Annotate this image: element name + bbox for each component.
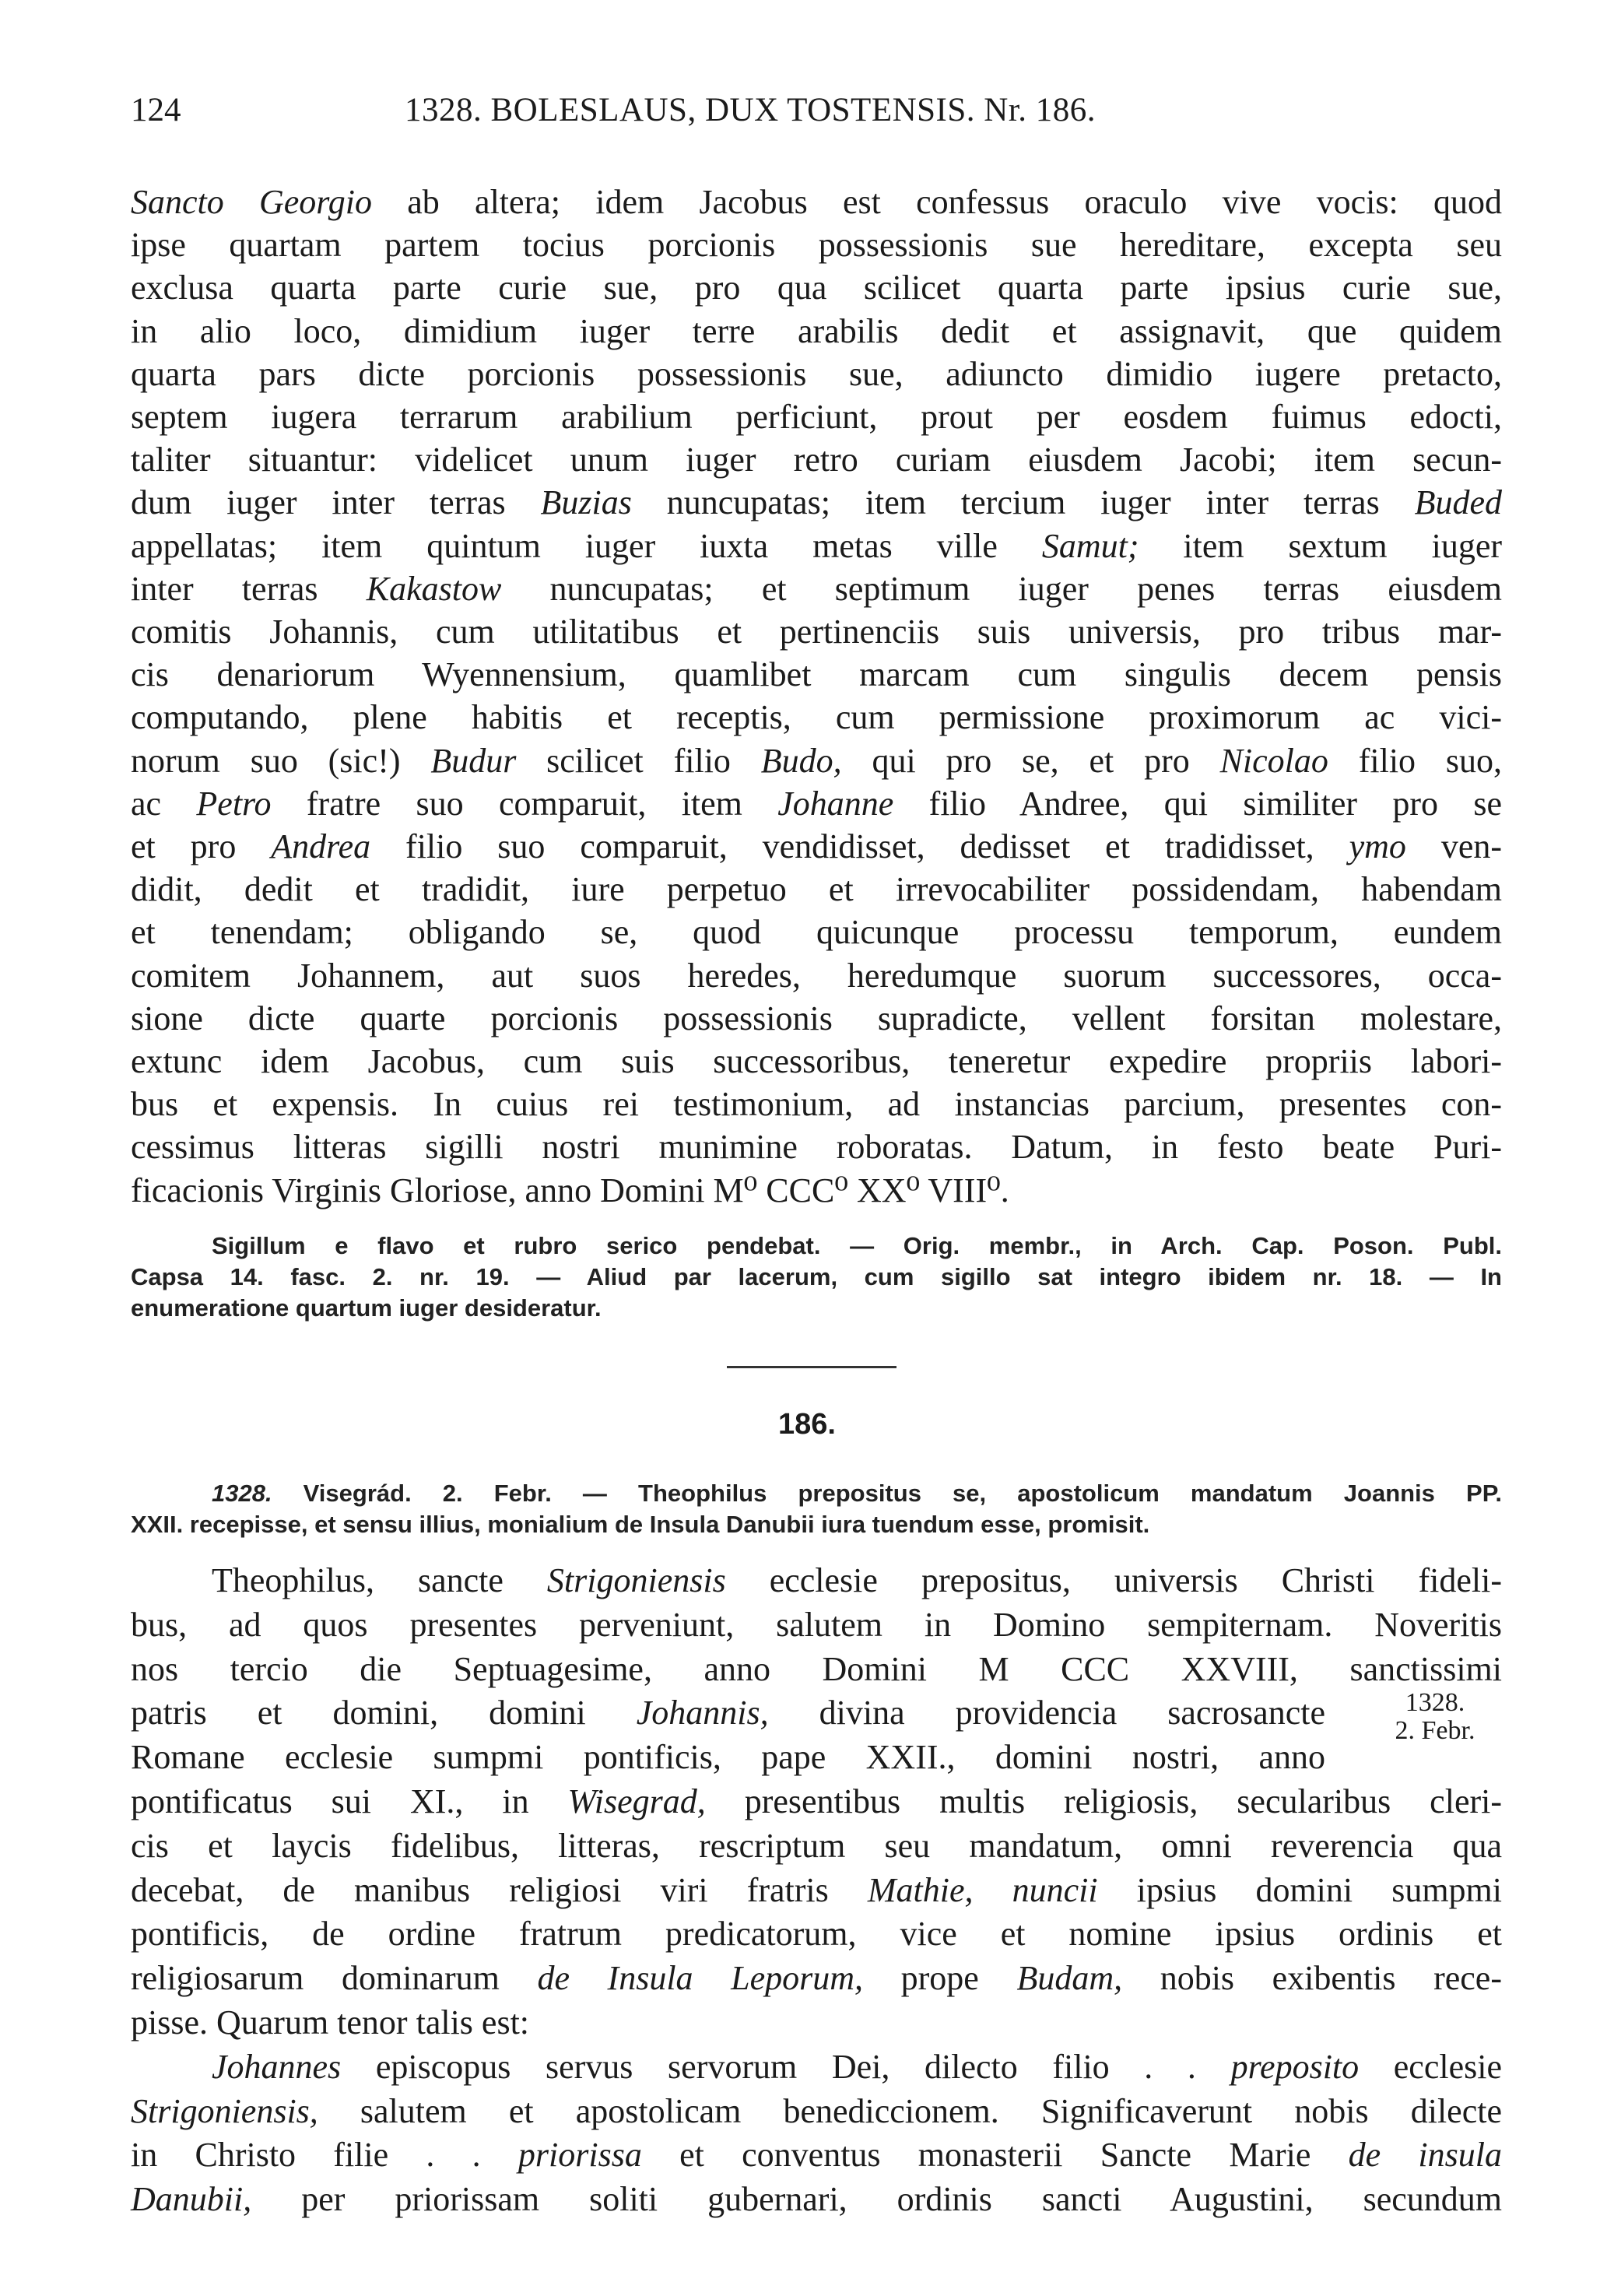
note-line: Sigillum e flavo et rubro serico pendebat. — Orig. membr., in Arch. Cap. Poson. Publ. (212, 1232, 1502, 1259)
text-segment: exclusa quarta parte curie sue, pro qua scilicet quarta parte ipsius curie sue, (131, 269, 1502, 307)
text-segment: in alio loco, dimidium iuger terre arabilis dedit et assignavit, que quidem (131, 311, 1502, 350)
text-line (131, 739, 1502, 782)
italic-segment: Petro (196, 784, 272, 823)
italic-segment: Johannes (212, 2047, 342, 2086)
text-segment: cessimus litteras sigilli nostri munimine roboratas. Datum, in festo beate Puri- (131, 1128, 1502, 1167)
text-line (131, 2178, 1502, 2221)
text-segment: qui pro se, et pro (841, 741, 1220, 780)
text-segment: ac (131, 784, 197, 823)
text-line (131, 610, 1502, 653)
text-segment: scilicet filio (516, 741, 761, 780)
text-segment: divina providencia sacrosancte (768, 1694, 1325, 1733)
text-segment: et conventus monasterii Sancte Marie (641, 2136, 1349, 2175)
text-segment: ab altera; idem Jacobus est confessus oraculo vive vocis: quod (372, 183, 1502, 221)
text-segment: norum suo (sic!) (131, 741, 431, 780)
text-line (131, 1957, 1502, 1999)
text-segment: extunc idem Jacobus, cum suis successoribus, teneretur expedire propriis labori- (131, 1042, 1502, 1080)
margin-date (1373, 1689, 1497, 1745)
text-segment: inter terras (131, 569, 367, 608)
margin-date-year: 1328. (1405, 1688, 1465, 1717)
text-segment: taliter situantur: videlicet unum iuger retro curiam eiusdem Jacobi; item secun- (131, 441, 1502, 479)
italic-segment: Kakastow (366, 569, 502, 608)
text-segment: item sextum iuger (1139, 526, 1502, 565)
text-line (131, 1169, 1502, 1212)
italic-segment: Buzias (540, 483, 632, 522)
text-line (131, 782, 1502, 825)
italic-segment: Budam, (1016, 1959, 1123, 1998)
text-segment: prope (863, 1959, 1017, 1998)
regest-text: Visegrád. 2. Febr. — Theophilus prepositus se, apostolicum mandatum Joannis PP. (272, 1480, 1502, 1507)
text-segment: sione dicte quarte porcionis possessionis supradicte, vellent forsitan molestare, (131, 999, 1502, 1037)
text-segment: per priorissam soliti gubernari, ordinis sancti Augustini, secundum (251, 2180, 1502, 2219)
text-line (131, 653, 1502, 696)
text-segment: nos tercio die Septuagesime, anno Domini M CCC XXVIII, sanctissimi (131, 1649, 1502, 1688)
text-line (131, 1869, 1502, 1912)
margin-date-day: 2. Febr. (1395, 1716, 1475, 1745)
text-line (131, 438, 1502, 481)
note-line: enumeratione quartum iuger desideratur. (131, 1294, 602, 1322)
text-segment: et pro (131, 827, 272, 865)
italic-segment: Johannis, (636, 1694, 769, 1733)
italic-segment: Sancto Georgio (131, 183, 373, 221)
text-line (131, 1824, 1502, 1867)
text-line (131, 1912, 1502, 1955)
text-segment: salutem et apostolicam benediccionem. Significaverunt nobis dilecte (318, 2091, 1502, 2130)
italic-segment: Samut; (1041, 526, 1139, 565)
text-line (131, 310, 1502, 353)
text-segment: ficacionis Virginis Gloriose, anno Domini M⁰ CCC⁰ XX⁰ VIII⁰. (131, 1171, 1009, 1209)
italic-segment: Budo, (760, 741, 842, 780)
italic-segment: Johanne (777, 784, 894, 823)
text-line (212, 1559, 1502, 1602)
text-segment: ipsius domini sumpmi (1097, 1870, 1503, 1909)
text-segment: comitis Johannis, cum utilitatibus et pertinenciis suis universis, pro tribus mar- (131, 613, 1502, 651)
text-segment: Romane ecclesie sumpmi pontificis, pape XXII., domini nostri, anno (131, 1738, 1325, 1777)
text-segment: nuncupatas; item tercium iuger inter terras (631, 483, 1415, 522)
text-line (131, 868, 1502, 911)
text-segment: in Christo filie . . (131, 2136, 518, 2175)
text-segment: nobis exibentis rece- (1122, 1959, 1502, 1998)
regest-line (131, 1510, 1502, 1539)
text-segment: bus, ad quos presentes perveniunt, salutem in Domino sempiternam. Noveritis (131, 1605, 1502, 1644)
text-segment: filio suo comparuit, vendidisset, dedisset et tradidisset, (370, 827, 1349, 865)
text-segment: bus et expensis. In cuius rei testimonium, ad instancias parcium, presentes con- (131, 1085, 1502, 1124)
italic-segment: de insula (1348, 2136, 1502, 2175)
text-segment: septem iugera terrarum arabilium perficiunt, prout per eosdem fuimus edocti, (131, 398, 1502, 436)
text-line (131, 266, 1502, 309)
text-line (131, 223, 1502, 266)
text-segment: presentibus multis religiosis, secularibus cleri- (705, 1782, 1502, 1820)
text-segment: pontificatus sui XI., in (131, 1782, 568, 1820)
text-line (131, 1125, 1502, 1168)
text-line (131, 525, 1502, 567)
text-segment: comitem Johannem, aut suos heredes, heredumque suorum successores, occa- (131, 956, 1502, 995)
text-line (131, 825, 1502, 868)
italic-segment: preposito (1230, 2047, 1360, 2086)
text-segment: et tenendam; obligando se, quod quicunque processu temporum, eundem (131, 913, 1502, 952)
italic-segment: priorissa (518, 2136, 642, 2175)
text-segment: dum iuger inter terras (131, 483, 541, 522)
text-segment: ecclesie prepositus, universis Christi fideli- (725, 1561, 1502, 1599)
italic-segment: Buded (1414, 483, 1502, 522)
text-line (131, 1648, 1502, 1690)
text-line (131, 567, 1502, 610)
text-segment: cis et laycis fidelibus, litteras, rescriptum seu mandatum, omni reverencia qua (131, 1826, 1502, 1865)
italic-segment: Strigoniensis (546, 1561, 726, 1599)
text-line (131, 395, 1502, 438)
text-line (131, 997, 1502, 1040)
text-segment: patris et domini, domini (131, 1694, 637, 1733)
text-segment: Theophilus, sancte (212, 1561, 547, 1599)
text-segment: pisse. Quarum tenor talis est: (131, 2003, 530, 2041)
text-line (131, 911, 1502, 953)
charter-number: 186. (778, 1408, 836, 1441)
text-segment: fratre suo comparuit, item (271, 784, 778, 823)
italic-segment: Wisegrad, (567, 1782, 706, 1820)
text-line (131, 2090, 1502, 2133)
running-title: 1328. BOLESLAUS, DUX TOSTENSIS. Nr. 186. (405, 92, 1096, 128)
text-line (131, 1736, 1325, 1778)
italic-segment: Mathie, nuncii (867, 1870, 1098, 1909)
text-line (131, 696, 1502, 739)
italic-segment: Nicolao (1219, 741, 1328, 780)
text-segment: religiosarum dominarum (131, 1959, 538, 1998)
text-segment: episcopus servus servorum Dei, dilecto filio . . (341, 2047, 1231, 2086)
text-line (131, 2133, 1502, 2176)
italic-segment: ymo (1349, 827, 1406, 865)
text-line (131, 1603, 1502, 1646)
text-segment: nuncupatas; et septimum iuger penes terras eiusdem (501, 569, 1502, 608)
text-line (131, 1040, 1502, 1083)
italic-segment: Budur (430, 741, 517, 780)
text-segment: appellatas; item quintum iuger iuxta metas ville (131, 526, 1042, 565)
italic-segment: Danubii, (131, 2180, 252, 2219)
section-divider (727, 1366, 896, 1368)
text-line (131, 1691, 1325, 1734)
text-segment: computando, plene habitis et receptis, cum permissione proximorum ac vici- (131, 698, 1502, 737)
text-line (131, 353, 1502, 395)
italic-segment: Strigoniensis, (131, 2091, 318, 2130)
running-header (131, 87, 1500, 134)
text-segment: ecclesie (1359, 2047, 1503, 2086)
text-segment: filio Andree, qui similiter pro se (893, 784, 1503, 823)
text-line (131, 2001, 1502, 2044)
italic-segment: de Insula Leporum, (537, 1959, 864, 1998)
text-line (131, 1780, 1502, 1823)
text-segment: quarta pars dicte porcionis possessionis sue, adiuncto dimidio iugere pretacto, (131, 354, 1502, 393)
text-line (212, 2045, 1502, 2088)
text-segment: ven- (1405, 827, 1502, 865)
regest-text: XXII. recepisse, et sensu illius, monialium de Insula Danubii iura tuendum esse, promisit. (131, 1511, 1150, 1538)
text-segment: ipse quartam partem tocius porcionis possessionis sue hereditare, excepta seu (131, 226, 1502, 265)
text-line (131, 954, 1502, 997)
text-line (131, 481, 1502, 524)
text-line (131, 181, 1502, 223)
text-segment: didit, dedit et tradidit, iure perpetuo et irrevocabiliter possidendam, habendam (131, 870, 1502, 909)
text-segment: decebat, de manibus religiosi viri fratris (131, 1870, 868, 1909)
italic-segment: Andrea (271, 827, 371, 865)
regest-line (212, 1479, 1502, 1508)
page-number: 124 (131, 92, 181, 128)
text-line (131, 1083, 1502, 1125)
text-segment: filio suo, (1328, 741, 1503, 780)
text-segment: cis denariorum Wyennensium, quamlibet marcam cum singulis decem pensis (131, 655, 1502, 694)
text-segment: pontificis, de ordine fratrum predicatorum, vice et nomine ipsius ordinis et (131, 1915, 1502, 1954)
regest-year: 1328. (212, 1480, 272, 1507)
note-line: Capsa 14. fasc. 2. nr. 19. — Aliud par lacerum, cum sigillo sat integro ibidem nr. 18. — In (131, 1263, 1502, 1290)
